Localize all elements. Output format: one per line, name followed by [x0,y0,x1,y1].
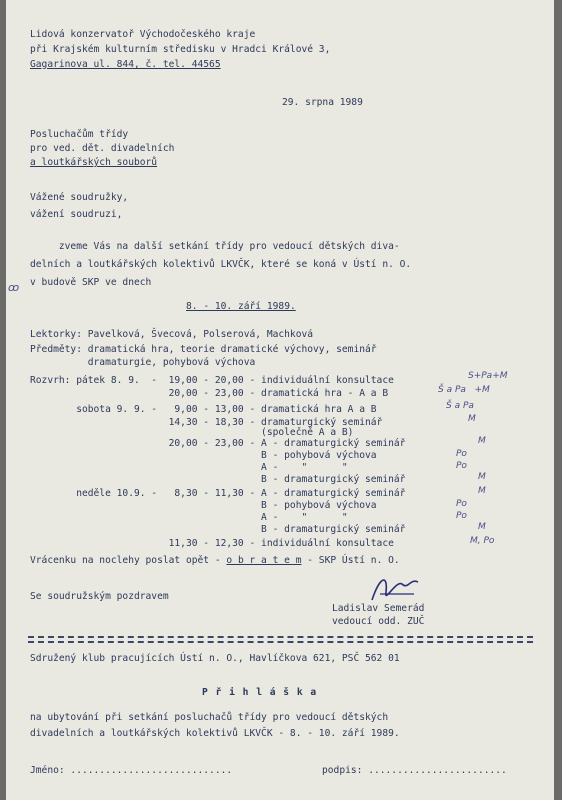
recipient-line-3: a loutkářských souborů [30,157,158,168]
handwritten-note: Po [456,449,467,459]
footer-organization: Sdružený klub pracujících Ústí n. O., Havlíčkova 621, PSČ 562 01 [30,653,400,664]
header-line-1: Lidová konzervatoř Východočeského kraje [30,29,256,40]
return-note-before: Vrácenku na noclehy poslat opět - [30,555,227,566]
recipient-line-1: Posluchačům třídy [30,129,129,140]
signature-name: Ladislav Semerád [332,603,425,614]
schedule-row: Rozvrh: pátek 8. 9. - 19,00 - 20,00 - individuální konsultace [30,375,394,386]
form-signature-field: podpis: ........................ [322,765,507,776]
form-name-field: Jméno: ............................ [30,765,233,776]
handwritten-note: M [478,436,486,446]
handwritten-note: Š a Pa [446,401,474,411]
handwritten-note: M [478,522,486,532]
handwritten-note: Po [456,461,467,471]
margin-mark: ꝏ [8,281,20,294]
closing: Se soudružským pozdravem [30,591,169,602]
header-line-2: při Krajském kulturním středisku v Hradci Králové 3, [30,44,331,55]
schedule-row: B - dramaturgický seminář [30,524,406,535]
schedule-row: 20,00 - 23,00 - A - dramaturgický seminář [30,438,406,449]
intro-line-2: delních a loutkářských kolektivů LKVČK, které se koná v Ústí n. O. [30,259,412,270]
form-title: P ř i h l á š k a [202,687,318,698]
signature-title: vedoucí odd. ZUČ [332,616,425,627]
schedule-row: B - pohybová výchova [30,500,377,511]
handwritten-note: Po [456,499,467,509]
schedule-row: neděle 10.9. - 8,30 - 11,30 - A - dramaturgický seminář [30,488,406,499]
handwritten-note: M [478,486,486,496]
form-line-1: na ubytování při setkání posluchačů třídy pro vedoucí dětských [30,712,389,723]
return-note [30,556,400,566]
subjects-line-1: Předměty: dramatická hra, teorie dramatické výchovy, seminář [30,344,377,355]
schedule-row: B - dramaturgický seminář [30,474,406,485]
schedule-row: sobota 9. 9. - 9,00 - 13,00 - dramatická hra A a B [30,404,377,415]
return-note-after: - SKP Ústí n. O. [301,555,400,566]
schedule-row: A - " " [30,512,348,523]
event-dates: 8. - 10. září 1989. [186,301,296,312]
greeting-line-1: Vážené soudružky, [30,192,129,203]
schedule-row: 20,00 - 23,00 - dramatická hra - A a B [30,388,389,399]
header-line-3: Gagarinova ul. 844, č. tel. 44565 [30,59,221,70]
document-page [6,0,554,800]
intro-line-3: v budově SKP ve dnech [30,277,152,288]
schedule-row: 11,30 - 12,30 - individuální konsultace [30,538,394,549]
intro-line-1: zveme Vás na další setkání třídy pro vedoucí dětských diva- [30,241,400,252]
schedule-row: B - pohybová výchova [30,450,377,461]
handwritten-note: S+Pa+M [468,371,508,381]
schedule-row: 14,30 - 18,30 - dramaturgický seminář [30,417,383,428]
separator-line [28,641,533,643]
return-note-emphasis: o b r a t e m [226,555,302,566]
lecturers: Lektorky: Pavelková, Švecová, Polserová, Machková [30,329,314,340]
recipient-line-2: pro ved. dět. divadelních [30,143,175,154]
letter-date: 29. srpna 1989 [282,97,363,108]
handwritten-note: M, Po [470,536,495,546]
handwritten-note: M [468,414,476,424]
subjects-line-2: dramaturgie, pohybová výchova [30,357,256,368]
greeting-line-2: vážení soudruzi, [30,209,123,220]
form-line-2: divadelních a loutkářských kolektivů LKVČK - 8. - 10. září 1989. [30,728,400,739]
schedule-row: (společně A a B) [30,427,354,438]
separator-line [28,636,533,638]
handwritten-note: Š a Pa +M [438,385,490,395]
schedule-row: A - " " [30,462,348,473]
handwritten-note: Po [456,511,467,521]
handwritten-note: M [478,472,486,482]
